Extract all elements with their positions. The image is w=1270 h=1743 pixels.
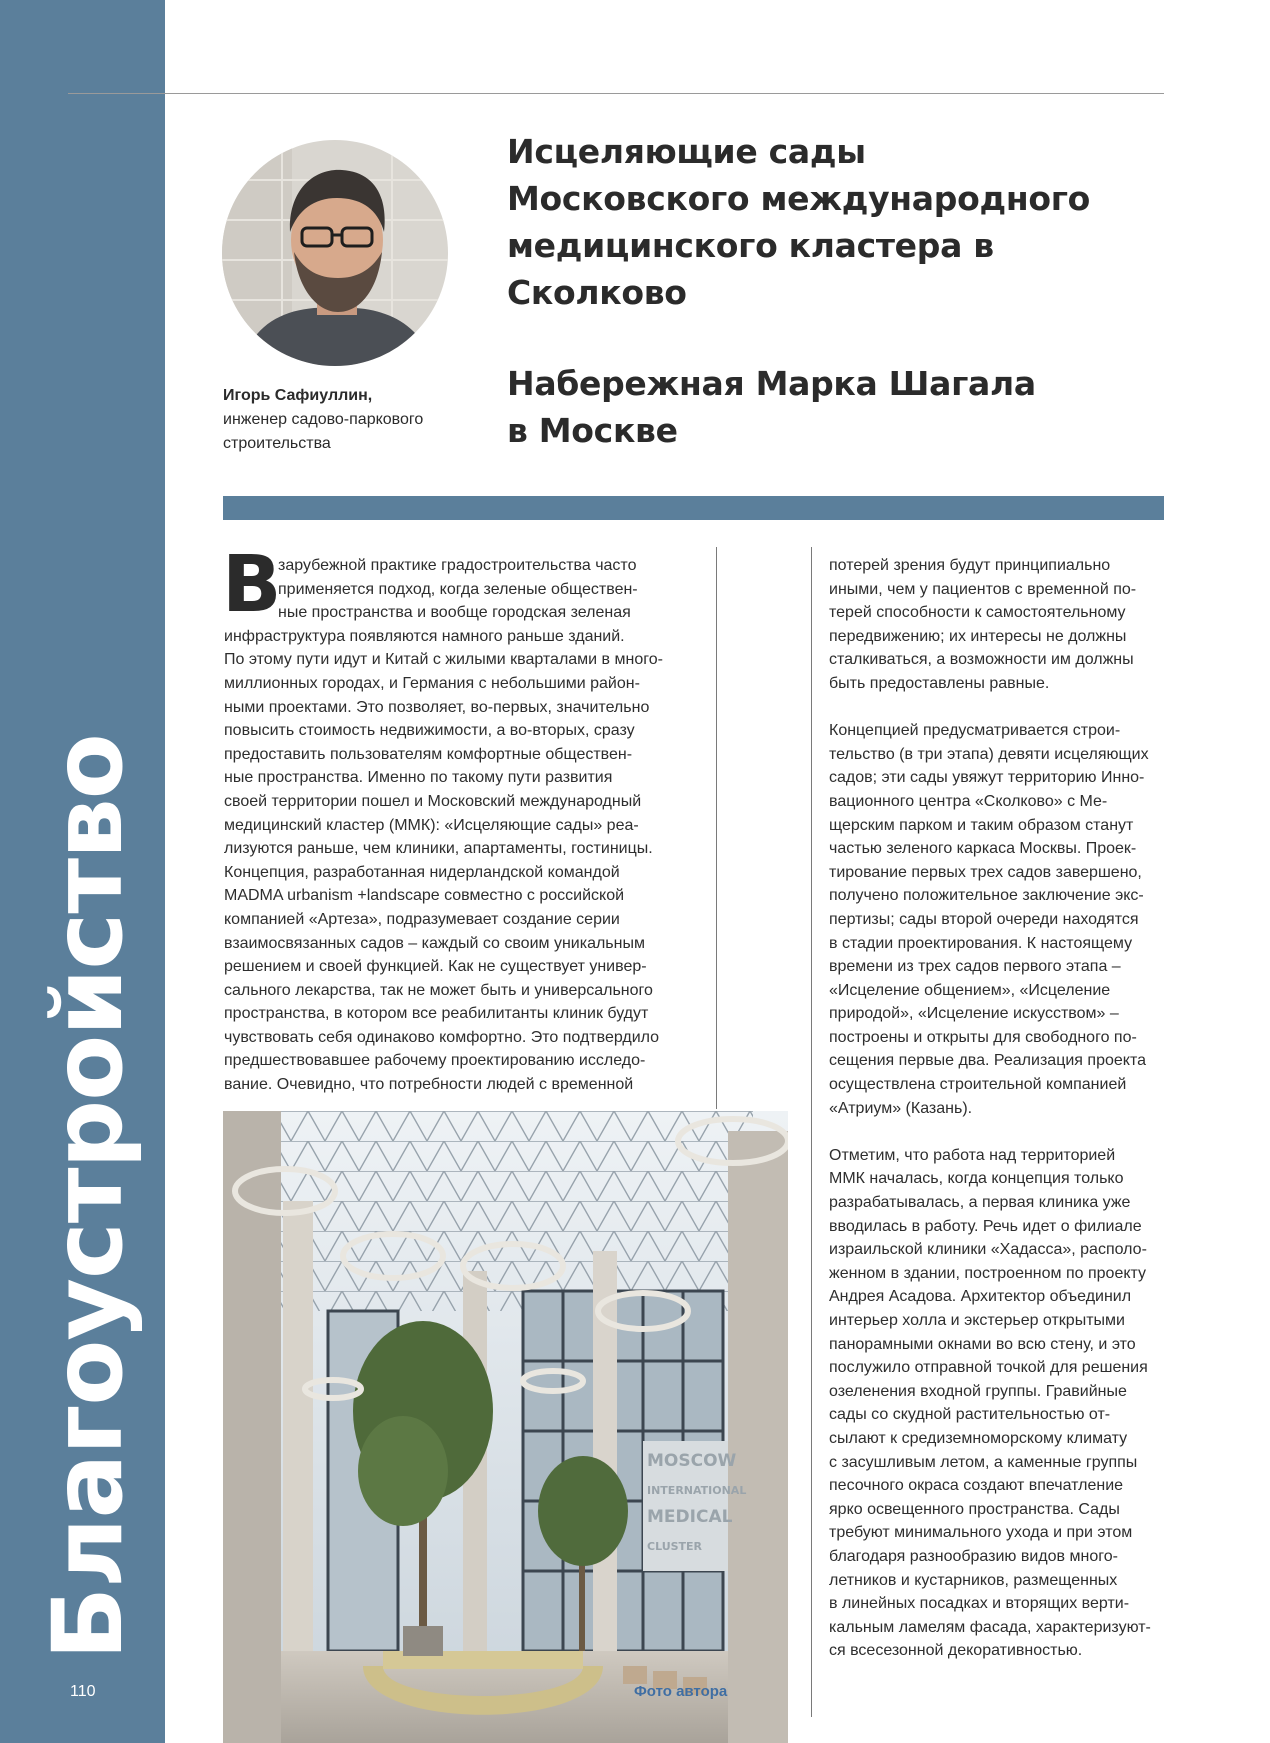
column-rule: [811, 547, 812, 1717]
title-line: Набережная Марка Шагала: [507, 364, 1036, 403]
body-line: благодаря разнообразию видов много-: [829, 1547, 1118, 1565]
body-line: израильской клиники «Хадасса», располо-: [829, 1241, 1147, 1259]
body-line: ными проектами. Это позволяет, во-первых, значительно: [224, 698, 650, 716]
body-line: зарубежной практике градостроительства часто: [278, 557, 637, 574]
body-line: ММК началась, когда концепция только: [829, 1170, 1124, 1188]
body-line: осуществлена строительной компанией: [829, 1076, 1127, 1094]
body-line: передвижению; их интересы не должны: [829, 627, 1127, 645]
body-line: сады со скудной растительностью от-: [829, 1406, 1111, 1424]
body-line: сталкиваться, а возможности им должны: [829, 651, 1134, 669]
paragraph-gap: [829, 696, 1151, 720]
body-line: решением и своей функцией. Как не существует универ-: [224, 958, 647, 976]
body-line: ярко освещенного пространства. Сады: [829, 1500, 1120, 1518]
body-line: щерским парком и таким образом станут: [829, 816, 1134, 834]
body-line: вание. Очевидно, что потребности людей с временной: [224, 1076, 634, 1094]
sign-text-line: INTERNATIONAL: [647, 1484, 747, 1497]
body-line: сещения первые два. Реализация проекта: [829, 1052, 1146, 1070]
body-line: природой», «Исцеление искусством» –: [829, 1005, 1119, 1023]
author-caption: [223, 384, 463, 456]
body-line: чувствовать себя одинаково комфортно. Это подтвердило: [224, 1028, 660, 1046]
body-line: вационного центра «Сколково» с Ме-: [829, 792, 1108, 810]
body-line: построены и открыты для свободного по-: [829, 1028, 1137, 1046]
body-line: времени из трех садов первого этапа –: [829, 958, 1121, 976]
body-line: сального лекарства, так не может быть и универсального: [224, 981, 653, 999]
body-line: ся всесезонной декоративностью.: [829, 1642, 1083, 1660]
body-column-2: [829, 554, 1151, 1663]
dropcap: В: [222, 540, 282, 630]
author-role-line: инженер садово-паркового: [223, 411, 424, 428]
title-line: в Москве: [507, 411, 678, 450]
body-line: предшествовавшее рабочему проектированию исследо-: [224, 1052, 646, 1070]
body-line: с засушливым летом, а каменные группы: [829, 1453, 1138, 1471]
atrium-illustration: [223, 1111, 788, 1743]
author-portrait: [222, 140, 448, 366]
body-line: в стадии проектирования. К настоящему: [829, 934, 1133, 952]
body-line: тельство (в три этапа) девяти исцеляющих: [829, 745, 1149, 763]
body-line: пространства, в котором все реабилитанты клиник будут: [224, 1005, 649, 1023]
atrium-photo: [223, 1111, 788, 1743]
body-line: миллионных городах, и Германия с небольшими район-: [224, 674, 640, 692]
body-line: вводилась в работу. Речь идет о филиале: [829, 1217, 1142, 1235]
body-line: кальным ламелям фасада, характеризуют-: [829, 1618, 1151, 1636]
body-line: женном в здании, построенном по проекту: [829, 1264, 1147, 1282]
body-line: в линейных посадках и вторящих верти-: [829, 1595, 1130, 1613]
title-line: медицинского кластера в Сколково: [507, 226, 994, 312]
section-label: Благоустройство: [32, 734, 144, 1660]
body-line: «Атриум» (Казань).: [829, 1099, 973, 1117]
sign-text-line: MOSCOW: [647, 1451, 737, 1471]
body-line: иными, чем у пациентов с временной по-: [829, 580, 1137, 598]
body-line: повысить стоимость недвижимости, а во-вторых, сразу: [224, 722, 635, 740]
body-line: Отметим, что работа над территорией: [829, 1146, 1116, 1164]
body-line: тирование первых трех садов завершено,: [829, 863, 1142, 881]
body-line: летников и кустарников, размещенных: [829, 1571, 1118, 1589]
body-line: Концепцией предусматривается строи-: [829, 722, 1121, 740]
body-line: По этому пути идут и Китай с жилыми кварталами в много-: [224, 651, 663, 669]
title-block: [507, 128, 1177, 454]
body-line: взаимосвязанных садов – каждый со своим уникальным: [224, 934, 645, 952]
body-line: потерей зрения будут принципиально: [829, 557, 1111, 574]
body-line: требуют минимального ухода и при этом: [829, 1524, 1133, 1542]
sign-text-line: MEDICAL: [647, 1507, 733, 1527]
body-line: пертизы; сады второй очереди находятся: [829, 910, 1139, 928]
body-line: панорамными окнами во всю стену, и это: [829, 1335, 1136, 1353]
author-role-line: строительства: [223, 435, 331, 452]
photo-credit: Фото автора: [634, 1683, 728, 1700]
body-line: компанией «Артеза», подразумевает создание серии: [224, 910, 620, 928]
header-band: [223, 496, 1164, 520]
body-line: лизуются раньше, чем клиники, апартаменты, гостиницы.: [224, 840, 653, 858]
body-line: применяется подход, когда зеленые обществен-: [278, 580, 638, 598]
body-line: Концепция, разработанная нидерландской командой: [224, 863, 620, 881]
body-line: сылают к средиземноморскому климату: [829, 1429, 1128, 1447]
body-line: Андрея Асадова. Архитектор объединил: [829, 1288, 1132, 1306]
body-line: предоставить пользователям комфортные обществен-: [224, 745, 633, 763]
body-line: своей территории пошел и Московский международный: [224, 792, 642, 810]
body-line: интерьер холла и экстерьер открытыми: [829, 1312, 1125, 1329]
body-line: инфраструктура появляются намного раньше зданий.: [224, 627, 625, 645]
article-title-1: [507, 128, 1177, 316]
body-line: озеленения входной группы. Гравийные: [829, 1382, 1127, 1400]
sign-text-line: CLUSTER: [647, 1540, 703, 1553]
body-line: MADMA urbanism +landscape совместно с российской: [224, 887, 625, 905]
body-line: терей способности к самостоятельному: [829, 604, 1126, 622]
author-name: Игорь Сафиуллин,: [223, 387, 373, 404]
page-number: 110: [70, 1683, 96, 1700]
body-line: ные пространства. Именно по такому пути развития: [224, 769, 613, 787]
title-line: Исцеляющие сады: [507, 132, 866, 171]
top-rule: [68, 93, 1164, 94]
body-line: «Исцеление общением», «Исцеление: [829, 981, 1111, 999]
body-line: садов; эти сады увяжут территорию Инно-: [829, 769, 1145, 787]
body-line: разрабатывалась, а первая клиника уже: [829, 1194, 1131, 1212]
body-line: песочного окраса создают впечатление: [829, 1477, 1124, 1495]
body-line: ные пространства и вообще городская зеленая: [278, 604, 631, 622]
body-line: получено положительное заключение экс-: [829, 887, 1144, 905]
paragraph-gap: [829, 1120, 1151, 1144]
body-line: послужило отправной точкой для решения: [829, 1359, 1148, 1377]
column-rule: [716, 547, 717, 1109]
title-line: Московского международного: [507, 179, 1091, 218]
article-title-2: [507, 360, 1177, 454]
body-line: быть предоставлены равные.: [829, 674, 1050, 692]
body-column-1: [224, 554, 663, 1097]
body-line: медицинский кластер (ММК): «Исцеляющие сады» реа-: [224, 816, 639, 834]
portrait-illustration: [222, 140, 448, 366]
body-line: частью зеленого каркаса Москвы. Проек-: [829, 840, 1137, 858]
